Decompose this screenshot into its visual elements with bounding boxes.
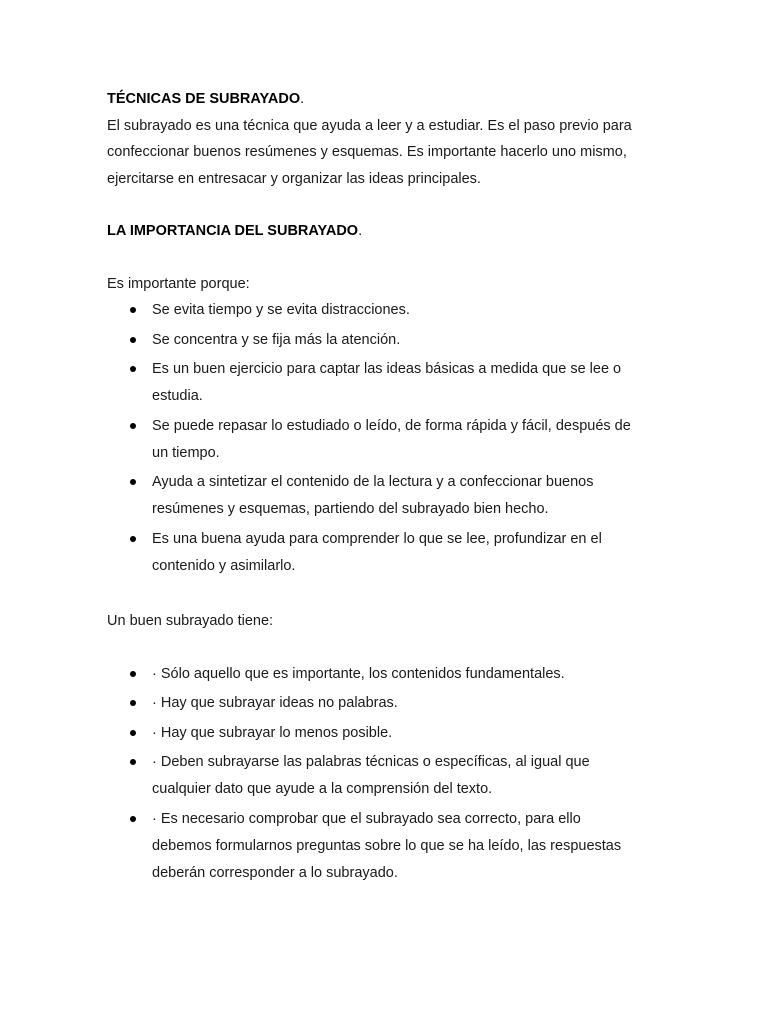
list-item-line: debemos formularnos preguntas sobre lo que se ha leído, las respuestas — [152, 837, 622, 854]
spacer — [107, 582, 667, 608]
list-item-line: · Deben subrayarse las palabras técnicas o específicas, al igual que — [152, 754, 590, 770]
bullet-icon — [130, 700, 136, 706]
list-item — [107, 469, 667, 523]
list-item-line: Se concentra y se fija más la atención. — [152, 331, 401, 348]
list-item-line: Es una buena ayuda para comprender lo que se lee, profundizar en el — [152, 530, 602, 547]
list-item — [107, 356, 667, 410]
document-page — [107, 86, 667, 889]
importance-list — [107, 297, 667, 580]
bullet-icon — [130, 366, 136, 372]
importance-intro: Es importante porque: — [107, 275, 250, 292]
spacer — [107, 245, 667, 271]
list-item-line: estudia. — [152, 388, 203, 404]
bullet-icon — [130, 816, 136, 822]
list-item — [107, 749, 667, 803]
list-item-line: un tiempo. — [152, 444, 220, 461]
bullet-icon — [130, 671, 136, 677]
list-item — [107, 720, 667, 747]
heading-dot: . — [358, 223, 363, 239]
list-item-line: Es un buen ejercicio para captar las ideas básicas a medida que se lee o — [152, 361, 622, 377]
list-item-line: deberán corresponder a lo subrayado. — [152, 864, 398, 881]
list-item — [107, 526, 667, 580]
heading-text: TÉCNICAS DE SUBRAYADO — [107, 91, 301, 107]
list-item-line: resúmenes y esquemas, partiendo del subrayado bien hecho. — [152, 501, 549, 517]
list-item-line: Se evita tiempo y se evita distracciones. — [152, 302, 410, 318]
bullet-icon — [130, 337, 136, 343]
list-item — [107, 413, 667, 467]
bullet-icon — [130, 536, 136, 542]
list-item-line: contenido y asimilarlo. — [152, 557, 296, 574]
bullet-icon — [130, 759, 136, 765]
bullet-icon — [130, 307, 136, 313]
section-title-importance — [107, 218, 667, 245]
list-item-line: · Es necesario comprobar que el subrayado sea correcto, para ello — [152, 810, 581, 827]
good-underline-intro: Un buen subrayado tiene: — [107, 613, 274, 629]
list-item — [107, 327, 667, 354]
spacer — [107, 635, 667, 661]
bullet-icon — [130, 423, 136, 429]
list-item-line: · Hay que subrayar lo menos posible. — [152, 724, 393, 741]
heading-text: LA IMPORTANCIA DEL SUBRAYADO — [107, 223, 359, 239]
list-item-line: Ayuda a sintetizar el contenido de la lectura y a confeccionar buenos — [152, 474, 594, 490]
intro-line: El subrayado es una técnica que ayuda a leer y a estudiar. Es el paso previo para — [107, 117, 632, 134]
spacer — [107, 192, 667, 218]
section-title-techniques — [107, 86, 667, 113]
list-item-line: Se puede repasar lo estudiado o leído, de forma rápida y fácil, después de — [152, 417, 631, 434]
intro-line: ejercitarse en entresacar y organizar las ideas principales. — [107, 170, 481, 187]
list-item — [107, 806, 667, 887]
list-item — [107, 661, 667, 688]
good-underline-list — [107, 661, 667, 887]
list-item — [107, 690, 667, 717]
intro-paragraph — [107, 113, 667, 193]
heading-dot: . — [300, 91, 305, 107]
bullet-icon — [130, 479, 136, 485]
intro-line: confeccionar buenos resúmenes y esquemas. Es importante hacerlo uno mismo, — [107, 144, 627, 160]
list-item — [107, 297, 667, 324]
bullet-icon — [130, 730, 136, 736]
list-item-line: cualquier dato que ayude a la comprensión del texto. — [152, 781, 493, 797]
list-item-line: · Hay que subrayar ideas no palabras. — [152, 695, 398, 711]
list-item-line: · Sólo aquello que es importante, los contenidos fundamentales. — [152, 665, 565, 682]
